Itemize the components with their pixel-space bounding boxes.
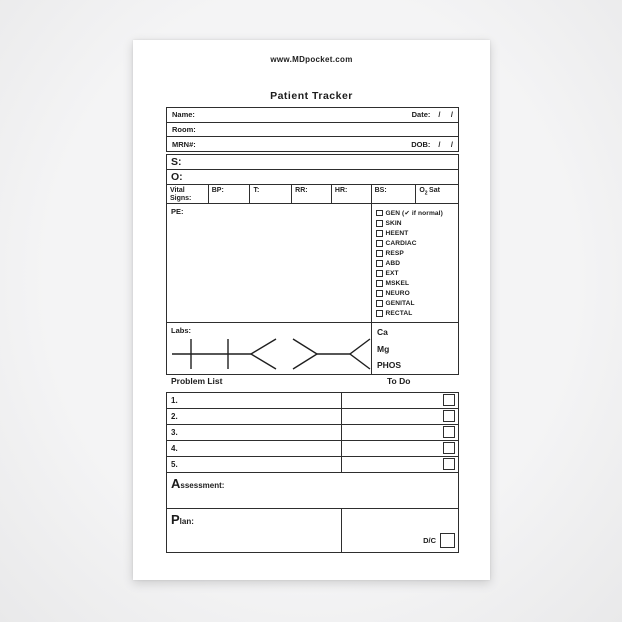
objective-label: O: [171,171,183,183]
vitals-row [167,185,458,204]
labs-label: Labs: [171,326,192,335]
dc-label: D/C [423,536,436,545]
problem-number: 4. [171,444,178,453]
labs-analytes-column [371,323,458,374]
todo-title: To Do [387,376,411,386]
todo-cell[interactable] [341,425,458,440]
vitals-row-label-cell [167,185,209,203]
problem-number: 3. [171,428,178,437]
form-title: Patient Tracker [270,90,353,102]
pe-item-mskel: MSKEL [376,280,458,287]
problem-row-1[interactable] [167,393,458,409]
problem-row-2[interactable] [167,409,458,425]
todo-checkbox[interactable] [443,410,455,422]
checkbox-icon[interactable] [376,280,383,287]
todo-checkbox[interactable] [443,426,455,438]
todo-checkbox[interactable] [443,394,455,406]
pe-item-genital: GENITAL [376,300,458,307]
problem-row-4[interactable] [167,441,458,457]
checkbox-icon[interactable] [376,210,383,217]
checkbox-icon[interactable] [376,300,383,307]
vitals-o2sat-cell[interactable] [416,185,458,203]
pe-item-heent: HEENT [376,230,458,237]
vitals-bp-cell[interactable] [209,185,251,203]
checkbox-icon[interactable] [376,270,383,277]
pe-item-gen: GEN (✔ if normal) [376,209,458,217]
dob-group [411,140,453,149]
pe-item-ext: EXT [376,270,458,277]
labs-section[interactable] [167,323,458,374]
lab-fishbone-diagram [167,323,373,374]
todo-checkbox[interactable] [443,458,455,470]
todo-cell[interactable] [341,441,458,456]
pe-checklist [371,204,458,322]
checkbox-icon[interactable] [376,310,383,317]
checkbox-icon[interactable] [376,240,383,247]
plan-label: Plan: [171,512,194,527]
pe-label: PE: [171,207,184,216]
problem-number: 5. [171,460,178,469]
analyte-mg[interactable]: Mg [377,343,390,354]
room-row[interactable] [167,123,458,138]
vitals-temp-cell[interactable] [250,185,292,203]
todo-checkbox[interactable] [443,442,455,454]
todo-cell[interactable] [341,457,458,472]
analyte-ca[interactable]: Ca [377,327,388,337]
plan-field[interactable] [167,509,458,552]
pe-section[interactable] [167,204,458,323]
problem-list-headers [166,376,459,388]
checkbox-icon[interactable] [376,290,383,297]
mrn-dob-row[interactable] [167,137,458,151]
subjective-field[interactable] [167,155,458,170]
plan-right-cell[interactable] [341,509,458,552]
pe-item-rectal: RECTAL [376,310,458,317]
vitals-rr-cell[interactable] [292,185,332,203]
assessment-label: Assessment: [171,476,225,491]
problem-number: 2. [171,412,178,421]
date-slashes: / / [438,110,453,120]
subjective-label: S: [171,156,182,168]
problem-row-5[interactable] [167,457,458,473]
rr-label: RR: [295,186,308,194]
patient-info-table [166,107,459,152]
site-url: www.MDpocket.com [270,55,353,64]
dob-slashes: / / [438,139,453,149]
soap-table [166,154,459,375]
todo-cell[interactable] [341,393,458,408]
temp-label: T: [253,186,260,194]
date-label: Date: [411,110,431,120]
problem-list-title: Problem List [171,376,223,386]
pe-item-abd: ABD [376,260,458,267]
pe-item-cardiac: CARDIAC [376,240,458,247]
pe-item-skin: SKIN [376,220,458,227]
room-label: Room: [172,125,196,134]
checkbox-icon[interactable] [376,230,383,237]
pe-item-resp: RESP [376,250,458,257]
dob-label: DOB: [411,139,431,149]
todo-cell[interactable] [341,409,458,424]
patient-tracker-card [133,40,490,580]
vitals-label: Vital Signs: [170,186,192,202]
checkbox-icon[interactable] [376,220,383,227]
mrn-label: MRN#: [172,139,196,149]
checkbox-icon[interactable] [376,250,383,257]
dc-checkbox[interactable] [440,533,455,548]
o2sat-label: $O_2$ Sat [419,186,440,196]
dc-group [423,533,455,548]
objective-field[interactable] [167,170,458,185]
date-group [412,110,453,119]
problem-list-table [166,392,459,553]
assessment-field[interactable] [167,473,458,509]
name-label: Name: [172,110,195,120]
bs-label: BS: [374,186,387,194]
pe-item-neuro: NEURO [376,290,458,297]
problem-number: 1. [171,396,178,405]
vitals-bs-cell[interactable] [372,185,417,203]
analyte-phos[interactable]: PHOS [377,360,402,370]
name-date-row[interactable] [167,108,458,123]
problem-row-3[interactable] [167,425,458,441]
checkbox-icon[interactable] [376,260,383,267]
bp-label: BP: [211,186,224,194]
hr-label: HR: [334,186,348,194]
vitals-hr-cell[interactable] [332,185,372,203]
